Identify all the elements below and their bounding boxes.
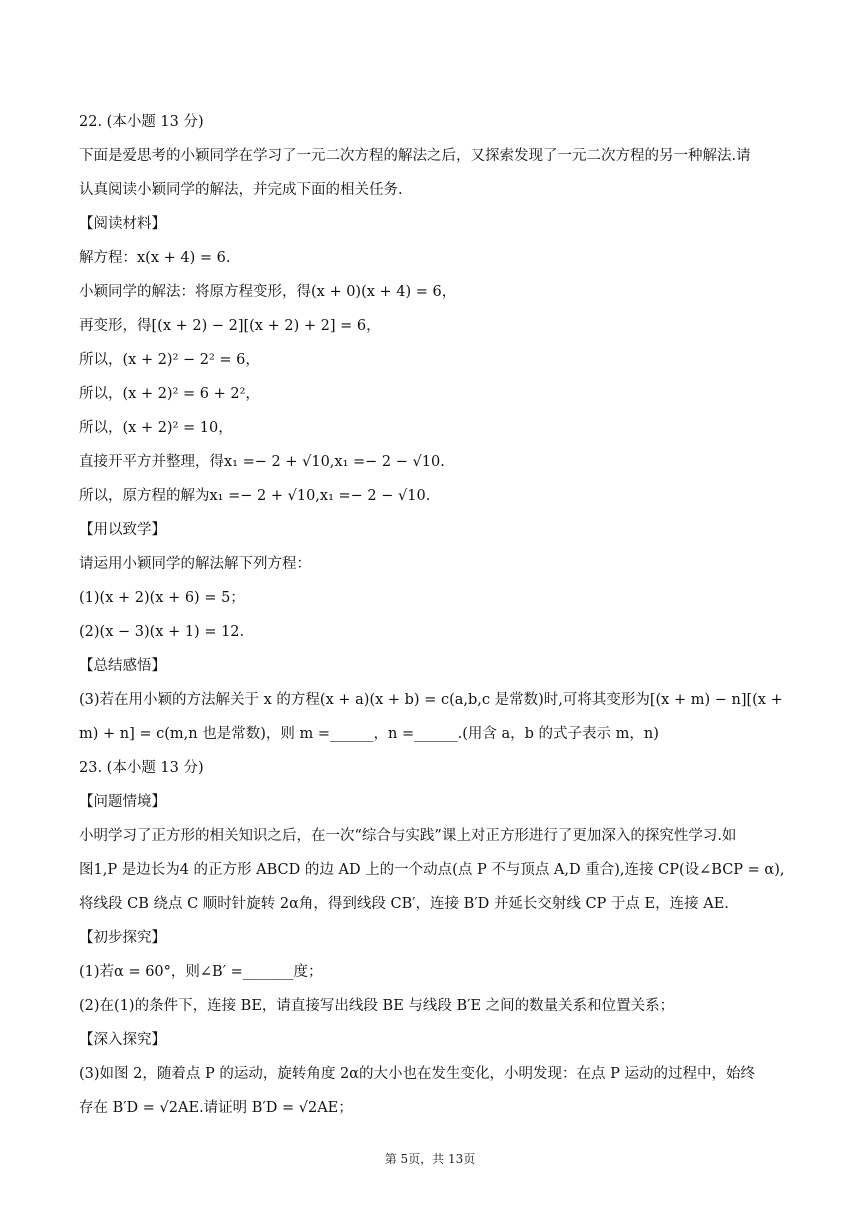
section-heading: 【用以致学】 bbox=[79, 522, 166, 538]
text-line: (1)若α = 60°，则∠B′ =_______度； bbox=[79, 964, 323, 980]
text-line: (2)(x − 3)(x + 1) = 12. bbox=[79, 624, 245, 640]
section-heading: 【初步探究】 bbox=[79, 930, 166, 946]
text-line: 认真阅读小颖同学的解法，并完成下面的相关任务. bbox=[79, 182, 403, 198]
text-line: 下面是爱思考的小颖同学在学习了一元二次方程的解法之后，又探索发现了一元二次方程的另一种解法.请 bbox=[79, 148, 751, 164]
text-line: 请运用小颖同学的解法解下列方程： bbox=[79, 556, 311, 572]
text-line: 存在 B′D = √2AE.请证明 B′D = √2AE； bbox=[79, 1100, 353, 1116]
section-heading: 【深入探究】 bbox=[79, 1032, 166, 1048]
text-line: (2)在(1)的条件下，连接 BE，请直接写出线段 BE 与线段 B′E 之间的数量关系和位置关系； bbox=[79, 998, 675, 1014]
section-heading: 【阅读材料】 bbox=[79, 216, 166, 232]
page-footer: 第 5页，共 13页 bbox=[384, 1152, 476, 1166]
text-line: (1)(x + 2)(x + 6) = 5； bbox=[79, 590, 245, 606]
text-line: 图1,P 是边长为4 的正方形 ABCD 的边 AD 上的一个动点(点 P 不与顶点 A,D 重合),连接 CP(设∠BCP = α), bbox=[79, 862, 785, 878]
problem-23-heading: 23. (本小题 13 分) bbox=[79, 760, 204, 776]
text-line: 小颖同学的解法：将原方程变形，得(x + 0)(x + 4) = 6， bbox=[79, 284, 457, 300]
text-line: (3)若在用小颖的方法解关于 x 的方程(x + a)(x + b) = c(a,b,c 是常数)时,可将其变形为[(x + m) − n][(x + bbox=[79, 692, 783, 708]
text-line: 再变形，得[(x + 2) − 2][(x + 2) + 2] = 6， bbox=[79, 318, 381, 334]
section-heading: 【总结感悟】 bbox=[79, 658, 166, 674]
text-line: 解方程：x(x + 4) = 6. bbox=[79, 250, 231, 266]
problem-22-heading: 22. (本小题 13 分) bbox=[79, 114, 204, 130]
section-heading: 【问题情境】 bbox=[79, 794, 166, 810]
text-line: m) + n] = c(m,n 也是常数)，则 m =______，n =______.(用含 a，b 的式子表示 m，n) bbox=[79, 726, 659, 742]
text-line: 所以，(x + 2)² = 10， bbox=[79, 420, 233, 436]
text-line: 所以，原方程的解为x₁ =− 2 + √10,x₁ =− 2 − √10. bbox=[79, 488, 431, 504]
text-line: 将线段 CB 绕点 C 顺时针旋转 2α角，得到线段 CB′，连接 B′D 并延长交射线 CP 于点 E，连接 AE. bbox=[79, 896, 729, 912]
text-line: 直接开平方并整理，得x₁ =− 2 + √10,x₁ =− 2 − √10. bbox=[79, 454, 445, 470]
text-line: 所以，(x + 2)² − 2² = 6， bbox=[79, 352, 260, 368]
text-line: 所以，(x + 2)² = 6 + 2²， bbox=[79, 386, 260, 402]
text-line: (3)如图 2，随着点 P 的运动，旋转角度 2α的大小也在发生变化，小明发现：在点 P 运动的过程中，始终 bbox=[79, 1066, 755, 1082]
text-line: 小明学习了正方形的相关知识之后，在一次“综合与实践”课上对正方形进行了更加深入的探究性学习.如 bbox=[79, 828, 737, 844]
